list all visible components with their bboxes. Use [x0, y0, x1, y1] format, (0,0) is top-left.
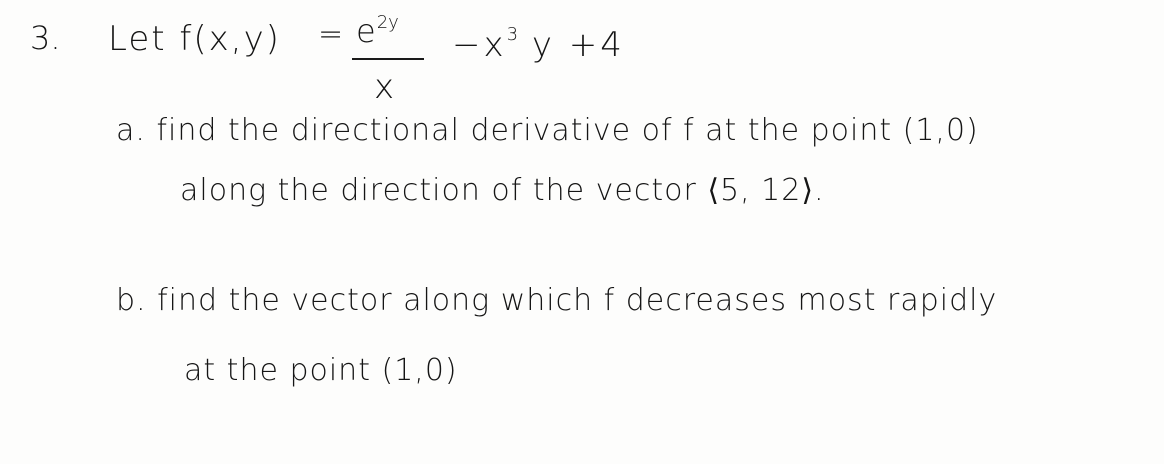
numerator-exponent: 2y [376, 12, 399, 33]
part-b-line-1: b. find the vector along which f decreases most rapidly [116, 283, 998, 318]
function-intro: Let f(x,y) [108, 19, 281, 59]
fraction-denominator: x [374, 67, 395, 107]
fraction-term [352, 12, 426, 112]
problem-number: 3. [30, 19, 61, 57]
part-a-line-2: along the direction of the vector ⟨5, 12⟩. [180, 173, 825, 208]
tail-minus-x: −x [452, 25, 507, 65]
part-b-line-2: at the point (1,0) [184, 353, 458, 388]
part-a-line-1: a. find the directional derivative of f at the point (1,0) [116, 113, 979, 148]
numerator-base: e [356, 12, 376, 50]
function-tail [452, 24, 625, 65]
equals-sign: = [318, 17, 344, 52]
fraction-numerator [356, 12, 399, 50]
tail-end: y +4 [531, 25, 625, 65]
fraction-bar [352, 58, 424, 60]
tail-exponent: 3 [506, 24, 519, 45]
